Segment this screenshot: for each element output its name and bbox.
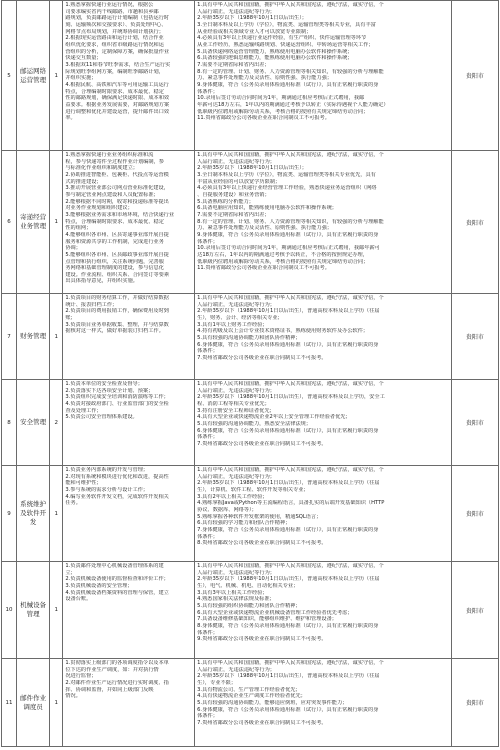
requirement-line: 体条件；	[197, 629, 218, 636]
requirement-line: 6.具有较强的学习能力和团队合作精神；	[197, 520, 291, 527]
requirement-line: 1.具有中华人民共和国国籍，拥护中华人民共和国宪法，遵纪守法，诚实守信，个	[197, 381, 384, 387]
table-row	[2, 294, 499, 380]
requirement-line: 体条件；	[197, 238, 218, 245]
requirement-line: 低职级内位聘用或解除劳动关系，考核合格的按照有关规定缔结劳动合同；	[197, 108, 369, 115]
headcount: 1	[50, 1, 63, 151]
duty-line: 特点，合理编制时限要求、成本最优、稳定	[65, 218, 164, 225]
row-number: 10	[2, 562, 17, 659]
requirement-line: 协议、数据库、网络等）；	[197, 506, 257, 513]
requirement-line: 10.录用后签订劳动合同时间为1年，期满通过相应考核后正式聘用，我邮	[197, 95, 365, 102]
duty-line: 3.参与系统的需求分析与设计工作；	[65, 486, 149, 493]
requirement-line: 6.具有大型企业或快递物流企业机械设备管理工作经验者优先考虑；	[197, 609, 353, 616]
job-requirements	[195, 380, 452, 466]
table-row	[2, 151, 499, 294]
duty-line: 2.负责项目的费用报销工作，确保费用及时到	[65, 308, 169, 315]
duty-line: 司要求编实省内干线邮路、市趟和县乡邮	[65, 8, 159, 15]
duty-line: 1.负责项目的财务结算工作，并做好结算数据	[65, 295, 169, 301]
requirement-line: 11.贵州省邮政分公司各级企业在职合同制员工不可报考。	[197, 265, 330, 272]
requirement-line: 8.身体健康，符合《公务员录用体检通用标准（试行）》，具有正常履行职责的身	[197, 622, 379, 629]
duty-line: 建设。作业流程、组织关系、合同签订等要素	[65, 271, 170, 278]
duty-line: 参与制定营业网点建设和人员配置标准；	[65, 191, 159, 198]
requirement-line: 9.贵州省邮政分公司各级企业在职合同制员工不可报考。	[197, 636, 327, 643]
requirement-line: 2.年龄35岁以下（1988年10月1日以后出生），普通高校本科及以上学历，安全工	[197, 394, 385, 401]
requirement-line: 年薪可达18万左右，1年以内的期满通过考核予以转正（实际待遇视个人能力确定）	[197, 101, 389, 108]
requirement-line: 体条件；	[197, 713, 218, 720]
duty-line: 3.负责组织完成安全培训和消防演练等工作；	[65, 394, 169, 401]
duty-line: 2.根据现实运营路由和运行计划，结合作业	[65, 35, 164, 42]
requirement-line: 2.年龄35岁以下（1988年10月1日以后出生），普通高校本科及以上学历（往届	[197, 308, 380, 315]
requirement-line: 生），电气、机械、机电、自动化相关专业；	[197, 582, 299, 589]
requirement-line: 、自提服务建设）和业务营销；	[197, 191, 270, 198]
position-name: 安全管理	[17, 380, 50, 466]
duty-line: 况进行监督；	[65, 673, 97, 680]
requirement-line: 人品行端正，无违法违纪等行为；	[197, 158, 275, 165]
requirement-line: 2.年龄35岁以下（1988年10月1日以后出生），普通高校本科及以上学历（往届	[197, 480, 380, 487]
duty-line: 4.能够组织各市州、区县寄递事业部开展自提	[65, 231, 169, 238]
duty-line: 账；	[65, 314, 76, 321]
requirement-line: 3.具有2年以上相关工作经验；	[197, 493, 268, 500]
requirement-line: 程、消防工程等相关专业优先；	[197, 400, 270, 407]
requirement-line: 5.具有较强的沟通协调能力，熟悉安全法律法规；	[197, 420, 312, 427]
duty-line: 能和可维护性；	[65, 480, 102, 487]
duty-line: 3.推动开展营业部公司网点营业标准化建设，	[65, 185, 169, 192]
duty-line: 4.负责对接政府部门、行业监管部门的安全检	[65, 400, 169, 407]
duty-line: 查及处理工作；	[65, 407, 102, 414]
duty-line: 任务。	[65, 500, 81, 507]
requirement-line: 6.身体健康，符合《公务员录用体检通用标准（试行）》，具有正常履行职责的身	[197, 427, 379, 434]
headcount: 1	[50, 659, 63, 747]
requirement-line: 达18万左右，1年以内的期满通过考核予以转正，不合格的按照规定办理，	[197, 251, 368, 258]
duty-line: 3.负责项目业务单据收集、整理，并与结算数	[65, 321, 169, 328]
work-location: 贵阳市	[451, 466, 498, 562]
requirement-line: 从业经验或相关领域专业人才可以放宽专业限制；	[197, 28, 312, 35]
table-row	[2, 659, 499, 747]
row-number: 9	[2, 466, 17, 562]
duty-line: 进行调整和优化并建设运营，提升邮件出口效	[65, 108, 170, 115]
duty-line: 3.负责机械设备的安全管理；	[65, 582, 133, 589]
requirement-line: 1.具有中华人民共和国国籍，拥护中华人民共和国宪法，遵纪守法，诚实守信，个	[197, 152, 384, 158]
job-requirements	[195, 1, 452, 151]
table-row	[2, 562, 499, 659]
requirement-line: 4.熟悉国家相关法律法规及标准；	[197, 596, 275, 603]
requirement-line: 3.具有3年以上相关工作经验；	[197, 589, 268, 596]
duty-line: 3.根据双11和春节旺季需求，结合生产运行实	[65, 61, 171, 68]
duty-line: 对业务作业规划和组织建议；	[65, 205, 133, 212]
duty-line: 点管理和执行组织，关注系统问题，完善服	[65, 258, 164, 265]
requirement-line: 2.年龄35岁以下（1988年10月1日以后出生），普通高校本科及以上学历（往届	[197, 673, 380, 680]
requirement-line: 5.具备快递网络运营管理能力，熟练使用电脑办公软件和操作系统；	[197, 48, 353, 55]
row-number: 6	[2, 151, 17, 294]
duty-line: 1.贯彻落实上级部门的各项调度指令以及本单	[65, 660, 169, 666]
duty-line: 式的推进建设；	[65, 178, 102, 185]
requirement-line: 1.具有中华人民共和国国籍，拥护中华人民共和国宪法，遵纪守法，诚实守信，个	[197, 660, 384, 666]
position-name: 邮件作业调度员	[17, 659, 50, 747]
table-row	[2, 466, 499, 562]
requirement-line: 6.身体健康，符合《公务员录用体检通用标准（试行）》，具有正常履行职责的身	[197, 341, 379, 348]
duty-line: 1.熟悉掌握快递行业运行情况，根据公	[65, 2, 154, 8]
job-duties	[63, 380, 195, 466]
duty-line: 4.根据民航、高铁和汽车等可用运输工具运行	[65, 81, 169, 88]
job-duties	[63, 466, 195, 562]
duty-line: 与标准化作业组织和制度建立；	[65, 165, 138, 172]
requirement-line: 低职级内位聘用或解除劳动关系，考核合格的按照有关规定缔结劳动合同；	[197, 258, 369, 265]
requirement-line: 8.贵州省邮政分公司各级企业在职合同制员工不可报考。	[197, 540, 327, 547]
requirement-line: 从业工作经历，熟悉运输线路规划、快递运营组织、中转场运营等相关工作；	[197, 41, 374, 48]
requirement-line: 力、紧急事件处理能力及灵活性、原则性强、执行能力强；	[197, 75, 333, 82]
requirement-line: 7.需要不定期省际和省内出差；	[197, 61, 270, 68]
requirement-line: 生），专业不限；	[197, 679, 237, 686]
requirement-line: 2.年龄35岁以下（1988年10月1日以后出生）；	[197, 165, 307, 172]
duty-line: 3.能够根据业务需求和市场环境，结合快递行业	[65, 211, 175, 218]
duty-line: 1.负责邮件处理中心机械设备管理体系的建	[65, 563, 164, 569]
requirement-line: 5.熟练掌握各种软件开发框架的使用，精通SQL语言；	[197, 513, 322, 520]
duty-line: 并组织实施；	[65, 75, 97, 82]
duty-line: 刻、运输频次和交接要求）、负责处理中心、	[65, 21, 167, 28]
duty-line: 益要求。根据业务发展需要，对邮路规划方案	[65, 101, 170, 108]
job-duties	[63, 151, 195, 294]
requirement-line: 8.有一定的管理、计划、财务、人力资源管理等相关知识，有较强的分析与理解能	[197, 218, 384, 225]
duty-line: 4.编写业务软件开发文档，完成软件开发相关	[65, 493, 169, 500]
headcount: 1	[50, 294, 63, 380]
requirement-line: 力、紧急事件处理能力及灵活性、原则性强、执行能力强；	[197, 225, 333, 232]
requirement-line: 3.全日制本科及以上学历（学位），物流类、运输管理类等相关专业，具有丰富	[197, 21, 376, 28]
requirement-line: 1.具有中华人民共和国国籍，拥护中华人民共和国宪法，遵纪守法，诚实守信，个	[197, 295, 384, 301]
requirement-line: 7.具备设备维修基础知识，能够组织维护、维护和管理设备；	[197, 616, 337, 623]
duty-line: 1.熟悉掌握快递行业业务组织标准和流	[65, 152, 154, 158]
requirement-line: 10.录用后签订劳动合同时间为1年，期满通过相应考核后正式聘用，我邮年薪可	[197, 245, 380, 252]
headcount: 2	[50, 380, 63, 466]
requirement-line: 丰富从业经验的可以放宽学历限制；	[197, 178, 281, 185]
duty-line: 路规划，负责邮路运行计划编制（包括运行时	[65, 15, 170, 22]
requirement-line: 4.必须具有3年以上快递行业运作经验，有生产组织、快件运输管理等环节	[197, 35, 367, 42]
job-duties	[63, 1, 195, 151]
duty-line: 组织优化要求，组织省市级路运行情况和运	[65, 41, 164, 48]
requirement-line: 7.需要不定期省际和省内出差；	[197, 211, 270, 218]
duty-line: 率。	[65, 115, 76, 122]
table-row	[2, 380, 499, 466]
requirement-line: 4.具有大型企业或快递物流企业2年以上安全管理工作经验者优先；	[197, 414, 351, 421]
requirement-line: 6.身体健康，符合《公务员录用体检通用标准（试行）》，具有正常履行职责的身	[197, 706, 379, 713]
duty-line: 务网络和基础管理制度的建设，参与信息化	[65, 265, 164, 272]
duty-line: 统计、报表归档工作；	[65, 301, 118, 308]
work-location: 贵阳市	[451, 151, 498, 294]
duty-line: 情况。	[65, 693, 81, 700]
requirement-line: 生），财务、会计、经济等相关专业；	[197, 314, 283, 321]
job-duties	[63, 562, 195, 659]
requirement-line: 5.具有较强的沟通协调能力，能够适应倒班，应对突发事件能力；	[197, 699, 348, 706]
requirement-line: 7.身体健康，符合《公务员录用体检通用标准（试行）》，具有正常履行职责的身	[197, 526, 379, 533]
requirement-line: 3.具有物流公司、生产管理工作经验者优先；	[197, 686, 301, 693]
row-number: 5	[2, 1, 17, 151]
requirement-line: 7.贵州省邮政分公司各级企业在职合同制员工不可报考。	[197, 354, 327, 361]
requirement-line: 人品行端正，无违法违纪等行为；	[197, 387, 275, 394]
requirement-line: 5.具有较强的组织协调能力和团队合作精神；	[197, 602, 301, 609]
duty-line: 程，参与快递寄件全过程作业计划编制，参	[65, 158, 164, 165]
duty-line: 性的邮路规划，确保满足快递时限、成本和效	[65, 95, 170, 102]
requirement-line: 体条件；	[197, 434, 218, 441]
requirement-line: 人品行端正，无违法违纪等行为；	[197, 473, 275, 480]
requirement-line: 5.具备熟练的分析能力；	[197, 198, 254, 205]
requirement-line: 9.身体健康，符合《公务员录用体检通用标准（试行）》，具有正常履行职责的身	[197, 231, 379, 238]
duty-line: 快递交互数量；	[65, 55, 102, 62]
work-location: 贵阳市	[451, 1, 498, 151]
requirement-line: 6.具备电脑应用知识，能熟练使用电脑办公软件和操作系统；	[197, 205, 337, 212]
position-name: 系统维护及软件开发	[17, 466, 50, 562]
duty-line: 性的组网；	[65, 225, 92, 232]
duty-line: 2.对邮件作业生产运行情况进行实时调度、指	[65, 679, 169, 686]
requirement-line: 7.贵州省邮政分公司各级企业在职合同制员工不可报考。	[197, 440, 327, 447]
table-row	[2, 1, 499, 151]
duty-line: 1.负责业务内部系统的开发与管理；	[65, 467, 149, 473]
requirement-line: 2.年龄35岁以下（1988年10月1日以后出生），普通高校本科及以上学历（往届	[197, 576, 380, 583]
job-requirements	[195, 659, 452, 747]
requirement-line: 1.具有中华人民共和国国籍，拥护中华人民共和国宪法，遵纪守法，诚实守信，个	[197, 563, 384, 569]
duty-line: 特点，合理编制时限要求、成本最优、稳定	[65, 88, 164, 95]
headcount: 1	[50, 466, 63, 562]
requirement-line: 3.具有1年以上财务工作经验；	[197, 321, 268, 328]
duty-line: 协调；	[65, 245, 81, 252]
requirement-line: 人品行端正，无违法违纪等行为；	[197, 8, 275, 15]
requirement-line: 8.有一定的管理、计划、财务、人力资源管理等相关知识，有较强的分析与理解能	[197, 68, 384, 75]
requirement-line: 人品行端正，无违法违纪等行为；	[197, 666, 275, 673]
row-number: 11	[2, 659, 17, 747]
requirement-line: 7.贵州省邮政分公司各级企业在职合同制员工不可报考。	[197, 719, 327, 726]
duty-line: 挥、协调和监督，并如同上级部门反映	[65, 686, 154, 693]
duty-line: 2.能够根据不同时期，收寄和投递标准等提出	[65, 198, 169, 205]
position-name: 邮运网络运营管理	[17, 1, 50, 151]
job-duties	[63, 659, 195, 747]
requirement-line: 2.年龄35岁以下（1988年10月1日以后出生）；	[197, 15, 307, 22]
duty-line: 5.负责公司安全管理体系建设。	[65, 414, 138, 421]
requirement-line: 1.具有中华人民共和国国籍，拥护中华人民共和国宪法，遵纪守法，诚实守信，个	[197, 467, 384, 473]
duty-line: 出具体指导意见，并组织实施。	[65, 278, 138, 285]
duty-line: 设备台账。	[65, 596, 92, 603]
duty-line: 2.对现有系统和模块进行优化和改进，提高性	[65, 473, 169, 480]
work-location: 贵阳市	[451, 380, 498, 466]
job-requirements	[195, 151, 452, 294]
requirement-line: 体条件；	[197, 88, 218, 95]
requirement-line: 体条件；	[197, 348, 218, 355]
work-location: 贵阳市	[451, 294, 498, 380]
requirement-line: 生），计算机、软件工程、软件开发等相关专业；	[197, 486, 309, 493]
job-duties	[63, 294, 195, 380]
duty-line: 据核对这一样式，做好单据装订归档工作。	[65, 328, 164, 335]
position-name: 寄递经营业务管理	[17, 151, 50, 294]
headcount: 1	[50, 151, 63, 294]
duty-line: 4.负责机械设备档案资料的管理与保管，建立	[65, 589, 169, 596]
position-name: 财务管理	[17, 294, 50, 380]
duty-line: 2.负责落实下达各项安全计划、预案；	[65, 387, 154, 394]
headcount: 1	[50, 562, 63, 659]
requirement-line: 3.全日制本科及以上学历（学位），物流类、运输管理类等相关专业优先，具有	[197, 171, 376, 178]
work-location: 贵阳市	[451, 562, 498, 659]
duty-line: 立；	[65, 569, 76, 576]
job-requirements	[195, 294, 452, 380]
duty-line: 5.能够组织各市州、区县邮政事业部开展自提	[65, 251, 169, 258]
duty-line: 位下达的作业生产调度，如：并对执行情	[65, 666, 159, 673]
position-name: 机械设备管理	[17, 562, 50, 659]
job-requirements	[195, 466, 452, 562]
row-number: 8	[2, 380, 17, 466]
requirement-line: 人品行端正，无违法违纪等行为；	[197, 301, 275, 308]
duty-line: 2.协助推进智能柜、包裹柜、代投点等运营模	[65, 171, 169, 178]
duty-line: 1.负责本单位的安全检查及督导；	[65, 381, 143, 387]
requirement-line: 9.身体健康，符合《公务员录用体检通用标准（试行）》，具有正常履行职责的身	[197, 81, 379, 88]
duty-line: 2.负责机械设备使用的监督检查和评价工作；	[65, 576, 169, 583]
requirement-line: 4.熟练掌握Java或Python等主流编程语言，具备扎实的后端开发基础知识（HTTP	[197, 500, 385, 507]
job-posting-table	[1, 0, 499, 747]
job-requirements	[195, 562, 452, 659]
requirement-line: 11.贵州省邮政分公司各级企业在职合同制员工不可报考。	[197, 115, 330, 122]
requirement-line: 1.具有中华人民共和国国籍，拥护中华人民共和国宪法，遵纪守法，诚实守信，个	[197, 2, 384, 8]
duty-line: 网格节点布局规划，并统筹协调计划执行；	[65, 28, 164, 35]
duty-line: 营组织的分析，定制保障方案，确保批量作业	[65, 48, 170, 55]
requirement-line: 6.具备较强的逻辑思维能力，能熟练使用电脑办公软件和操作系统；	[197, 55, 353, 62]
duty-line: 服务和资源共享的工作机制，完成进行业务	[65, 238, 164, 245]
requirement-line: 人品行端正，无违法违纪等行为；	[197, 569, 275, 576]
row-number: 7	[2, 294, 17, 380]
requirement-line: 3.持有注册安全工程师证者优先；	[197, 407, 275, 414]
requirement-line: 4.必须具有3年以上快递行业经营管理工作经验，熟悉快递业务运营组织（网络	[197, 185, 377, 192]
work-location: 贵阳市	[451, 659, 498, 747]
requirement-line: 体条件；	[197, 533, 218, 540]
requirement-line: 4.具有快递物流企业生产调度工作经验者优先；	[197, 693, 306, 700]
requirement-line: 5.具有较强的沟通协调能力和团队协作精神；	[197, 334, 301, 341]
duty-line: 际规划旺季组网方案，编制旺季邮路计划，	[65, 68, 164, 75]
requirement-line: 4.持有初级及以上会计专业技术资格证书，熟练使用财务软件及办公软件；	[197, 328, 369, 335]
